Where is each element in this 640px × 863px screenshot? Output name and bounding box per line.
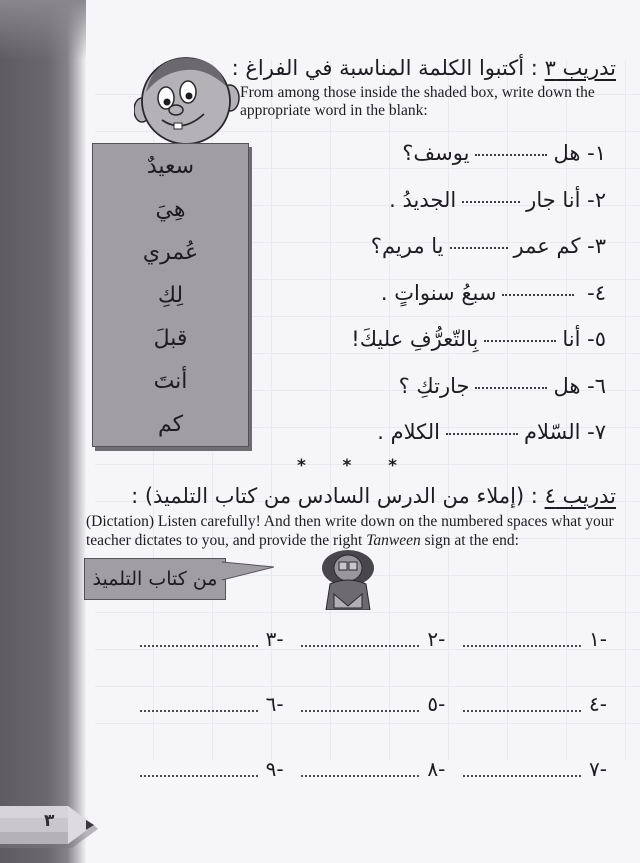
section-separator [297,456,397,476]
exercise-3-title-text: : أكتبوا الكلمة المناسبة في الفراغ : [231,56,545,80]
dictation-number: ٩- [265,756,284,781]
exercise-3-label: تدريب ٣ [544,56,616,80]
callout-text: من كتاب التلميذ [92,568,218,590]
dictation-number: ٤- [589,691,607,716]
blank-field[interactable] [462,200,520,203]
sentence-item [246,185,606,232]
instruction-italic-term: Tanween [366,532,421,549]
sentence-number: ٣- [587,234,606,258]
sentence-before: كم عمر [513,234,581,258]
exercise-4-instruction [86,512,636,550]
sentence-after: بِالتّعرُّفِ عليكَ! [351,327,479,351]
sentence-before: هل [553,141,581,165]
blank-field[interactable] [446,432,518,435]
sentence-after: الكلام . [377,420,440,444]
dictation-number: ٧- [589,756,607,781]
star-icon: * [342,456,352,476]
blank-field[interactable] [475,386,547,389]
dictation-number: ٨- [427,756,446,781]
dictation-row [130,671,615,736]
dictation-blank[interactable] [140,644,258,647]
dictation-row [130,736,615,801]
sentence-after: يا مريم؟ [370,234,444,258]
boy-face-icon [134,54,240,146]
sentence-before: أنا جار [526,187,581,212]
sentence-number: ٥- [587,327,606,351]
sentence-number: ٢- [587,187,606,212]
word-option: كم [157,412,184,437]
dictation-blank[interactable] [301,644,419,647]
dictation-cell [130,692,292,716]
sentence-number: ٧- [587,420,606,444]
source-callout [84,558,226,600]
dictation-blank[interactable] [463,709,581,712]
page-number: ٣ [44,811,55,831]
dictation-cell [453,757,615,781]
dictation-row [130,606,615,671]
dictation-blank[interactable] [301,774,419,777]
dictation-cell [130,757,292,781]
sentence-before: السّلام [523,420,581,444]
dictation-blank[interactable] [463,644,581,647]
blank-field[interactable] [475,153,547,156]
sentence-after: يوسف؟ [402,141,470,165]
word-option: لِكِ [157,283,184,308]
word-option: عُمري [142,240,199,265]
dictation-cell [453,627,615,651]
dictation-cell [453,692,615,716]
dictation-number: ٥- [427,691,446,716]
exercise-4-title-text: : (إملاء من الدرس السادس من كتاب التلميذ) : [131,484,545,508]
star-icon: * [388,456,397,476]
star-icon: * [297,456,306,476]
sentence-number: ٦- [587,373,606,398]
fill-in-sentences [246,138,606,464]
sentence-item [246,324,606,371]
dictation-blank[interactable] [301,709,419,712]
instruction-text: (Dictation) Listen carefully! And then write down on the numbered spaces what your teacher dictates to you, and provide the right [86,513,614,549]
dictation-cell [292,692,454,716]
sentence-after: سبعُ سنواتٍ . [380,280,497,305]
sentence-number: ٤- [587,280,606,305]
sentence-after: الجديدُ . [389,187,457,212]
word-option: قبلَ [153,326,188,351]
blank-field[interactable] [502,293,574,296]
sentence-item [246,371,606,418]
dictation-blank[interactable] [140,774,258,777]
sentence-item [246,231,606,278]
sentence-before: هل [553,373,581,398]
word-option: أنتَ [153,369,188,394]
sentence-after: جارتكِ ؟ [398,373,470,398]
dictation-cell [292,627,454,651]
dictation-number: ٣- [265,626,284,651]
sentence-number: ١- [587,141,606,165]
callout-tail-icon [222,558,274,594]
sentence-item [246,138,606,185]
blank-field[interactable] [484,339,556,342]
dictation-blank[interactable] [140,709,258,712]
sentence-before: أنا [562,327,581,351]
word-option: هِيَ [155,197,186,222]
sentence-item [246,278,606,325]
dictation-number: ١- [589,626,607,651]
girl-reading-icon [316,546,380,610]
instruction-text: sign at the end: [420,532,519,549]
dictation-number: ٢- [427,626,446,651]
word-option: سعيدٌ [146,154,195,179]
exercise-4-label: تدريب ٤ [544,484,616,508]
book-spine-shadow [0,0,86,863]
exercise-3-title [232,54,616,82]
dictation-grid [130,606,615,801]
dictation-number: ٦- [265,691,284,716]
dictation-cell [292,757,454,781]
exercise-3-instruction: From among those inside the shaded box, write down the appropriate word in the blank: [240,84,595,119]
dictation-blank[interactable] [463,774,581,777]
dictation-cell [130,627,292,651]
exercise-4-title [131,482,616,510]
shaded-word-box [92,143,249,447]
blank-field[interactable] [450,246,508,249]
